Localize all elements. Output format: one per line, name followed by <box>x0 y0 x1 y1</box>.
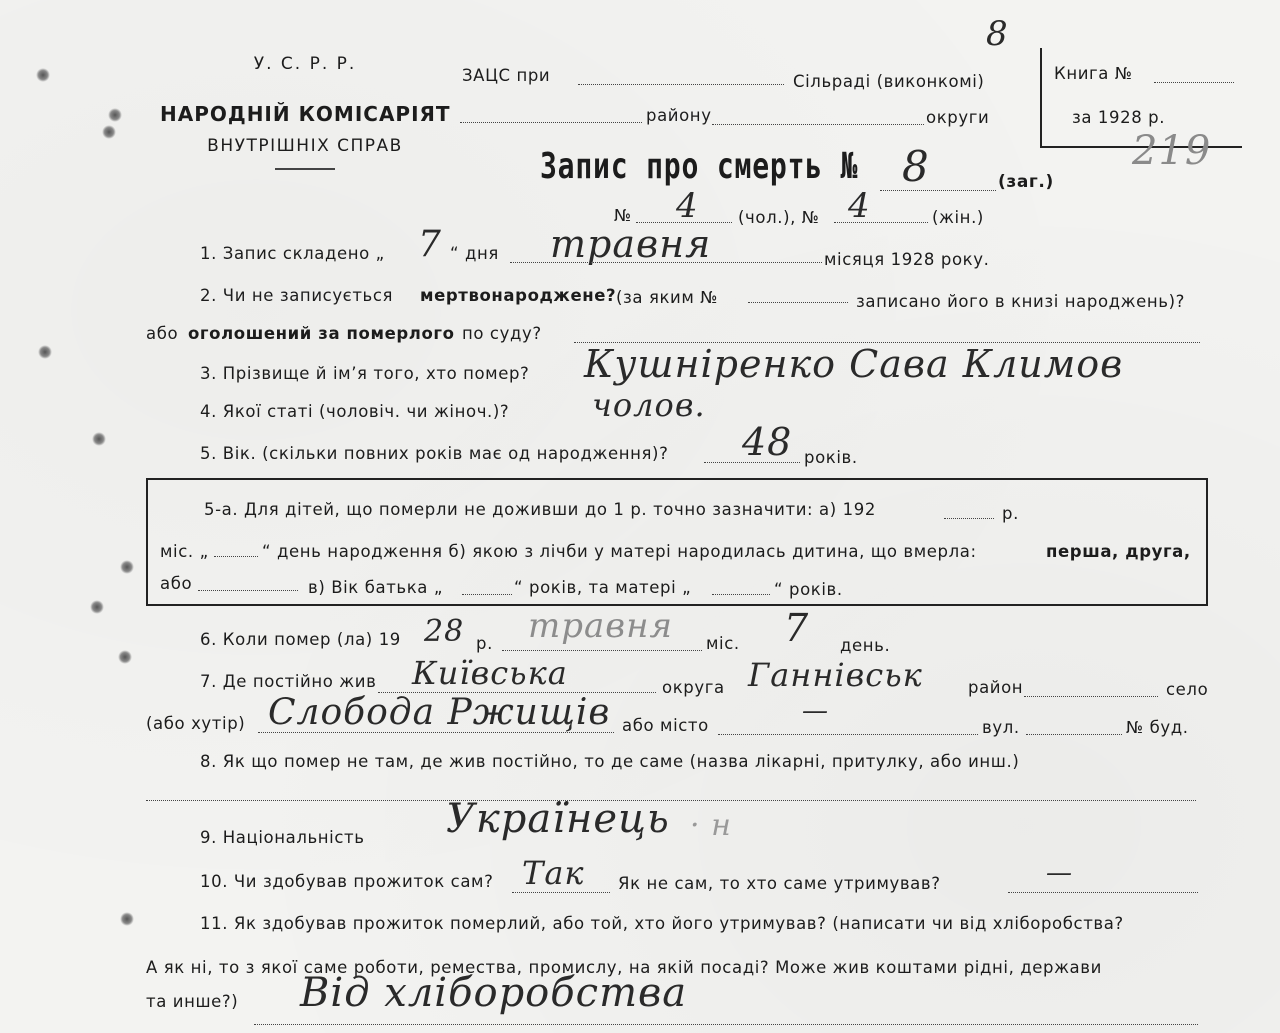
item-6-b: р. <box>476 634 493 653</box>
item-5a-year-field[interactable] <box>944 518 994 519</box>
item-9-value: Українець <box>446 796 670 842</box>
item-1-prefix: 1. Запис складено „ <box>200 244 385 263</box>
item-10-a: 10. Чи здобував прожиток сам? <box>200 872 494 891</box>
item-5-age-field[interactable] <box>704 462 800 463</box>
punch-hole <box>120 560 134 574</box>
item-2-d: записано його в книзі народжень)? <box>856 292 1185 311</box>
item-7-g: вул. <box>982 718 1020 737</box>
male-label: (чол.), № <box>738 208 820 227</box>
item-6-year: 28 <box>424 614 465 649</box>
punch-hole <box>36 68 50 82</box>
item-1-mid: “ дня <box>450 244 499 263</box>
item-11-field[interactable] <box>254 1024 1198 1025</box>
item-2-b: мертвонароджене? <box>420 286 617 305</box>
book-handwritten-number: 219 <box>1132 128 1212 174</box>
item-2-a: 2. Чи не записується <box>200 286 394 305</box>
page-title: Запис про смерть № <box>540 146 859 187</box>
punch-hole <box>102 125 116 139</box>
item-6-day: 7 <box>784 606 810 650</box>
village-council-label: Сільраді (виконкомі) <box>793 72 985 91</box>
item-8-field[interactable] <box>146 800 1196 801</box>
male-number: 4 <box>676 186 699 226</box>
item-11-a: 11. Як здобував прожиток померлий, або той, хто його утримував? (написати чи від хліборобства? <box>200 914 1124 933</box>
item-1-day: 7 <box>418 224 442 265</box>
item-7-f: або місто <box>622 716 709 735</box>
header-divider <box>275 168 335 170</box>
punch-hole <box>92 432 106 446</box>
okruha-label: округи <box>926 108 990 127</box>
book-year: за 1928 р. <box>1072 108 1166 127</box>
item-6-c: міс. <box>706 634 740 653</box>
commissariat-label: НАРОДНІЙ КОМІСАРІЯТ <box>160 102 451 126</box>
item-6-month-field[interactable] <box>502 650 702 651</box>
female-number: 4 <box>848 186 871 226</box>
item-7-misto-value: — <box>802 696 829 726</box>
item-11-c: та инше?) <box>146 992 239 1011</box>
item-2-e: або <box>146 324 179 343</box>
item-5a-year-suffix: р. <box>1002 504 1019 523</box>
internal-affairs-label: ВНУТРІШНІХ СПРАВ <box>207 136 403 156</box>
item-4-label: 4. Якої статі (чоловіч. чи жіноч.)? <box>200 402 510 421</box>
book-label: Книга № <box>1054 64 1133 83</box>
item-3-label: 3. Прізвище й ім’я того, хто помер? <box>200 364 530 383</box>
item-2-g: по суду? <box>462 324 542 343</box>
punch-hole <box>118 650 132 664</box>
record-number: 8 <box>902 142 930 191</box>
item-11-value: Від хліборобства <box>300 970 688 1016</box>
item-6-d: день. <box>840 636 891 655</box>
item-1-month: травня <box>550 222 712 266</box>
rayon-field[interactable] <box>460 122 642 123</box>
item-5a-other-field[interactable] <box>198 590 298 591</box>
item-2-c: (за яким № <box>616 288 719 307</box>
male-no-label: № <box>614 206 632 225</box>
item-6-month: травня <box>528 606 673 646</box>
punch-hole <box>108 108 122 122</box>
book-number-field[interactable] <box>1154 82 1234 83</box>
item-7-okruha-value: Київська <box>412 654 568 692</box>
total-label: (заг.) <box>998 172 1054 192</box>
item-4-value: чолов. <box>592 386 706 424</box>
item-7-d: село <box>1166 680 1209 699</box>
okruha-field[interactable] <box>712 124 924 125</box>
item-10-value: Так <box>522 854 585 892</box>
item-1-suffix: місяця 1928 року. <box>824 250 990 269</box>
item-5-suffix: років. <box>804 448 858 467</box>
punch-hole <box>90 600 104 614</box>
item-5-label: 5. Вік. (скільки повних років має од народження)? <box>200 444 669 463</box>
item-5a-line2-c: перша, друга, <box>1046 542 1191 561</box>
item-5a-line2-a: міс. „ <box>160 542 209 561</box>
item-7-rayon-value: Ганнівськ <box>748 656 923 694</box>
item-11-b: А як ні, то з якої саме роботи, ремества, промислу, на якій посаді? Може жив коштами рідні, держави <box>146 958 1102 977</box>
item-10-value-2: — <box>1046 858 1073 888</box>
ussr-label: У. С. Р. Р. <box>253 54 357 74</box>
item-7-a: 7. Де постійно жив <box>200 672 377 691</box>
rayon-label: району <box>646 106 712 125</box>
item-1-month-field[interactable] <box>510 262 822 263</box>
record-number-field[interactable] <box>880 190 996 191</box>
item-7-c: район <box>968 678 1024 697</box>
zags-label: ЗАЦС при <box>462 66 551 85</box>
item-7-khutir-field[interactable] <box>258 732 614 733</box>
item-7-village-field-top[interactable] <box>1024 696 1158 697</box>
item-7-selo-value: Слобода Ржищів <box>268 692 611 733</box>
item-6-a: 6. Коли помер (ла) 19 <box>200 630 401 649</box>
punch-hole <box>38 345 52 359</box>
item-5a-line3-a: або <box>160 574 193 593</box>
item-7-b: округа <box>662 678 725 697</box>
item-5a-line2-b: “ день народження б) якою з лічби у матері народилась дитина, що вмерла: <box>262 542 977 561</box>
item-9-extra: · н <box>690 808 732 843</box>
item-5a-line1: 5-а. Для дітей, що померли не доживши до 1 р. точно зазначити: а) 192 <box>204 500 876 519</box>
item-5a-father-age-field[interactable] <box>462 594 512 595</box>
item-8-label: 8. Як що помер не там, де жив постійно, то де саме (назва лікарні, притулку, або инш.) <box>200 752 1020 771</box>
item-10-b: Як не сам, то хто саме утримував? <box>618 874 941 893</box>
item-7-street-field[interactable] <box>1026 734 1122 735</box>
item-3-value: Кушніренко Сава Климов <box>584 342 1124 386</box>
item-2-f: оголошений за померлого <box>188 324 455 343</box>
children-section-box <box>146 478 1208 606</box>
item-9-label: 9. Національність <box>200 828 365 847</box>
item-5a-line3-c: “ років, та матері „ <box>514 578 692 597</box>
item-5a-mother-age-field[interactable] <box>712 594 770 595</box>
item-5a-line3-b: в) Вік батька „ <box>308 578 444 597</box>
item-10-supporter-field[interactable] <box>1008 892 1198 893</box>
item-7-city-field[interactable] <box>718 734 978 735</box>
corner-number: 8 <box>986 14 1009 54</box>
item-2-number-field[interactable] <box>748 302 848 303</box>
item-5a-month-field[interactable] <box>214 556 258 557</box>
female-number-field[interactable] <box>834 222 928 223</box>
item-7-h: № буд. <box>1126 718 1189 737</box>
item-5a-line3-d: “ років. <box>774 580 843 599</box>
item-5-value: 48 <box>742 420 793 464</box>
item-10-field[interactable] <box>512 892 610 893</box>
punch-hole <box>120 912 134 926</box>
zags-field[interactable] <box>578 84 784 85</box>
female-label: (жін.) <box>932 208 984 227</box>
item-7-e: (або хутір) <box>146 714 246 733</box>
